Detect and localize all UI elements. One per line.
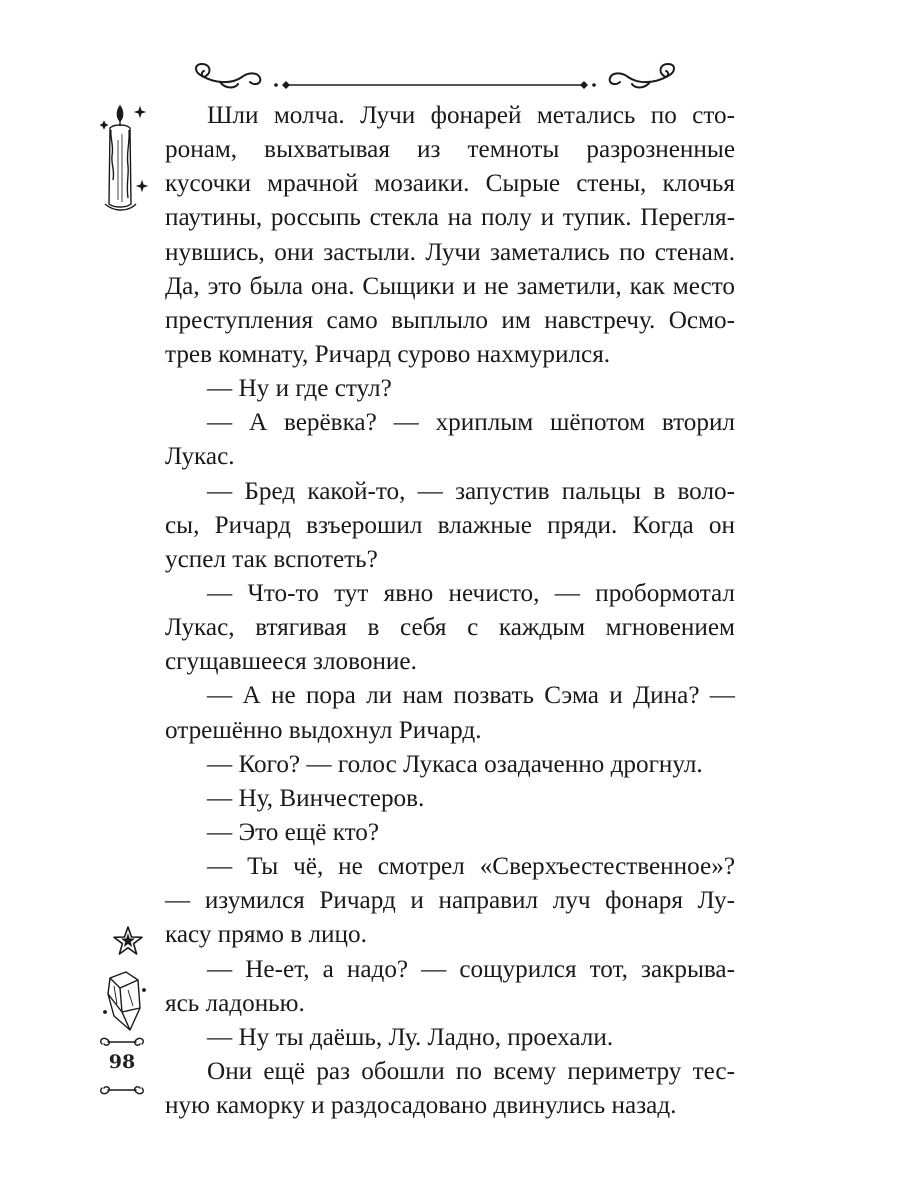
text-line: успел так вспотеть?: [165, 545, 378, 573]
text-line: — Ну и где стул?: [207, 375, 392, 403]
text-line: отрешённо выдохнул Ричард.: [165, 716, 482, 744]
text-line: трев комнату, Ричард сурово нахмурился.: [165, 340, 611, 368]
page-number: 98: [108, 1051, 136, 1073]
text-line: кусочки мрачной мозаики. Сырые стены, клочья: [165, 170, 735, 198]
text-line: паутины, россыпь стекла на полу и тупик. Перегля-: [165, 204, 735, 232]
text-line: Шли молча. Лучи фонарей метались по сто-: [207, 102, 735, 129]
text-line: — Ну ты даёшь, Лу. Ладно, проехали.: [207, 1023, 614, 1051]
text-line: — Кого? — голос Лукаса озадаченно дрогнул.: [207, 750, 703, 778]
text-line: — Бред какой-то, — запустив пальцы в воло-: [207, 477, 735, 505]
text-line: — изумился Ричард и направил луч фонаря Лу-: [165, 887, 735, 915]
text-line: нувшись, они застыли. Лучи заметались по стенам.: [165, 238, 735, 266]
text-line: Лукас.: [165, 443, 235, 471]
crystal-icon: [100, 968, 150, 1034]
candle-icon: [100, 100, 150, 215]
text-line: — Ну, Винчестеров.: [207, 784, 425, 812]
text-line: сы, Ричард взъерошил влажные пряди. Когда он: [165, 511, 735, 539]
text-line: преступления само выплыло им навстречу. Осмо-: [165, 306, 735, 334]
text-line: Да, это была она. Сыщики и не заметили, как место: [165, 272, 735, 300]
body-text: [165, 99, 735, 1123]
ornamental-divider-icon: [190, 62, 680, 98]
text-line: — Не-ет, а надо? — сощурился тот, закрыва-: [207, 955, 735, 983]
text-line: — А верёвка? — хриплым шёпотом вторил: [207, 409, 735, 437]
text-line: — А не пора ли нам позвать Сэма и Дина? —: [207, 682, 735, 710]
text-line: Они ещё раз обошли по всему периметру тес-: [207, 1057, 735, 1085]
text-line: — Что-то тут явно нечисто, — пробормотал: [207, 579, 735, 607]
star-icon: [112, 925, 144, 957]
text-line: касу прямо в лицо.: [165, 921, 367, 949]
page-number-ornament: [96, 1036, 148, 1096]
text-line: Лукас, втягивая в себя с каждым мгновением: [165, 614, 735, 642]
text-line: ясь ладонью.: [165, 989, 305, 1017]
text-line: — Это ещё кто?: [207, 818, 380, 846]
text-line: ронам, выхватывая из темноты разрозненные: [165, 136, 735, 164]
text-line: сгущавшееся зловоние.: [165, 648, 417, 676]
text-line: ную каморку и раздосадовано двинулись назад.: [165, 1092, 677, 1120]
text-line: — Ты чё, не смотрел «Сверхъестественное»?: [207, 853, 735, 881]
